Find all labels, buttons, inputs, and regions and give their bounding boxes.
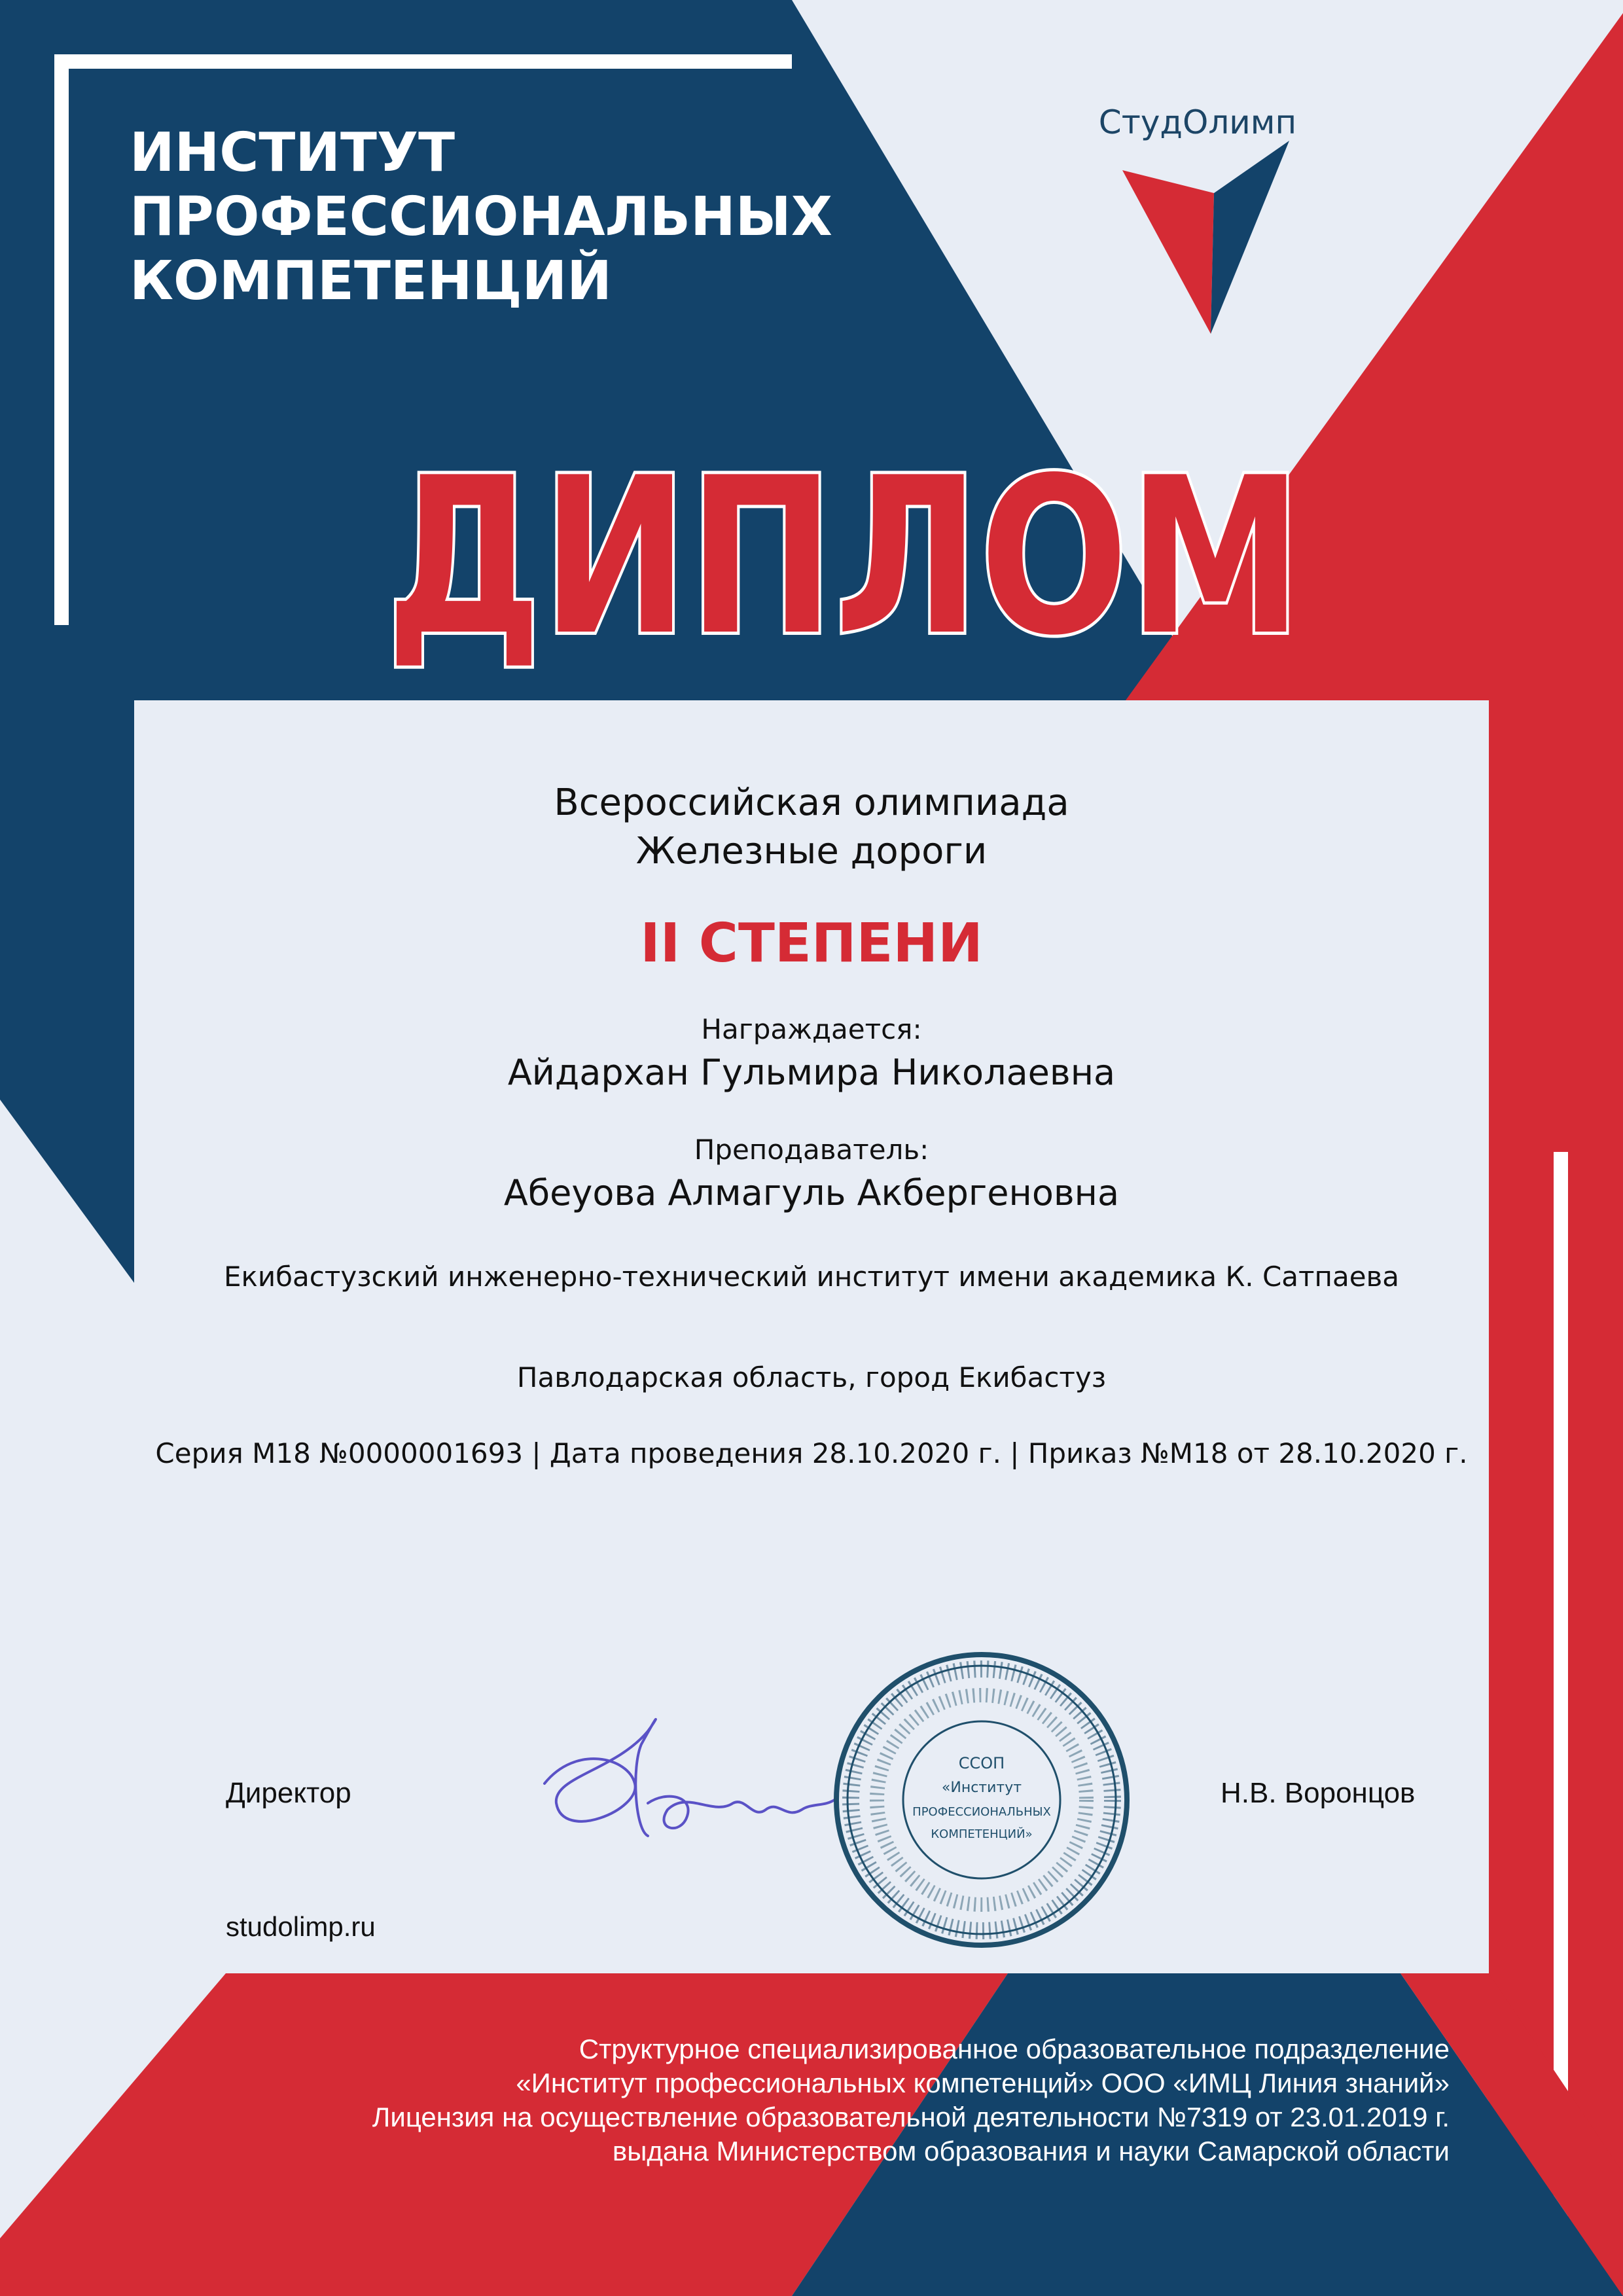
stamp-line: «Институт [941,1780,1022,1796]
awardee-name: Айдархан Гульмира Николаевна [507,1052,1116,1093]
olympiad-title [134,779,1489,876]
footer-line: Структурное специализированное образовательное подразделение [579,2034,1450,2064]
footer-line: выдана Министерством образования и науки Самарской области [612,2136,1450,2166]
logo-text: СтудОлимп [1098,103,1297,141]
director-name: Н.В. Воронцов [1221,1777,1416,1809]
institute-title-line: КОМПЕТЕНЦИЙ [130,250,612,312]
diploma-title [366,431,1322,683]
olympiad-line-2: Железные дороги [635,830,988,872]
institute-title [130,121,915,314]
signature-image [537,1705,838,1856]
director-label: Директор [226,1777,351,1809]
diploma-content [134,700,1489,1471]
studolimp-v-logo-icon [1116,141,1293,337]
footer-legal-info [272,2032,1450,2168]
series-info: Серия М18 №0000001693 | Дата проведения 28.10.2020 г. | Приказ №М18 от 28.10.2020 г. [155,1437,1468,1469]
website-link[interactable]: studolimp.ru [226,1911,376,1942]
diploma-word: ДИПЛОМ [386,431,1302,683]
teacher-name: Абеуова Алмагуль Акбергеновна [503,1172,1120,1213]
organization-name: Екибастузский инженерно-технический институт имени академика К. Сатпаева [223,1261,1400,1293]
stamp-line: КОМПЕТЕНЦИЙ» [931,1827,1033,1841]
official-stamp [831,1649,1132,1950]
region-name: Павлодарская область, город Екибастуз [516,1361,1107,1393]
institute-title-line: ПРОФЕССИОНАЛЬНЫХ [130,186,832,248]
stamp-line: ПРОФЕССИОНАЛЬНЫХ [912,1805,1051,1819]
footer-line: Лицензия на осуществление образовательной деятельности №7319 от 23.01.2019 г. [372,2102,1450,2132]
teacher-label: Преподаватель: [694,1134,929,1166]
olympiad-line-1: Всероссийская олимпиада [554,781,1069,824]
stamp-line: ССОП [958,1754,1005,1772]
institute-title-line: ИНСТИТУТ [130,122,455,184]
awarded-label: Награждается: [701,1013,922,1045]
footer-line: «Институт профессиональных компетенций» ООО «ИМЦ Линия знаний» [516,2068,1450,2098]
degree-label: II СТЕПЕНИ [640,912,983,975]
